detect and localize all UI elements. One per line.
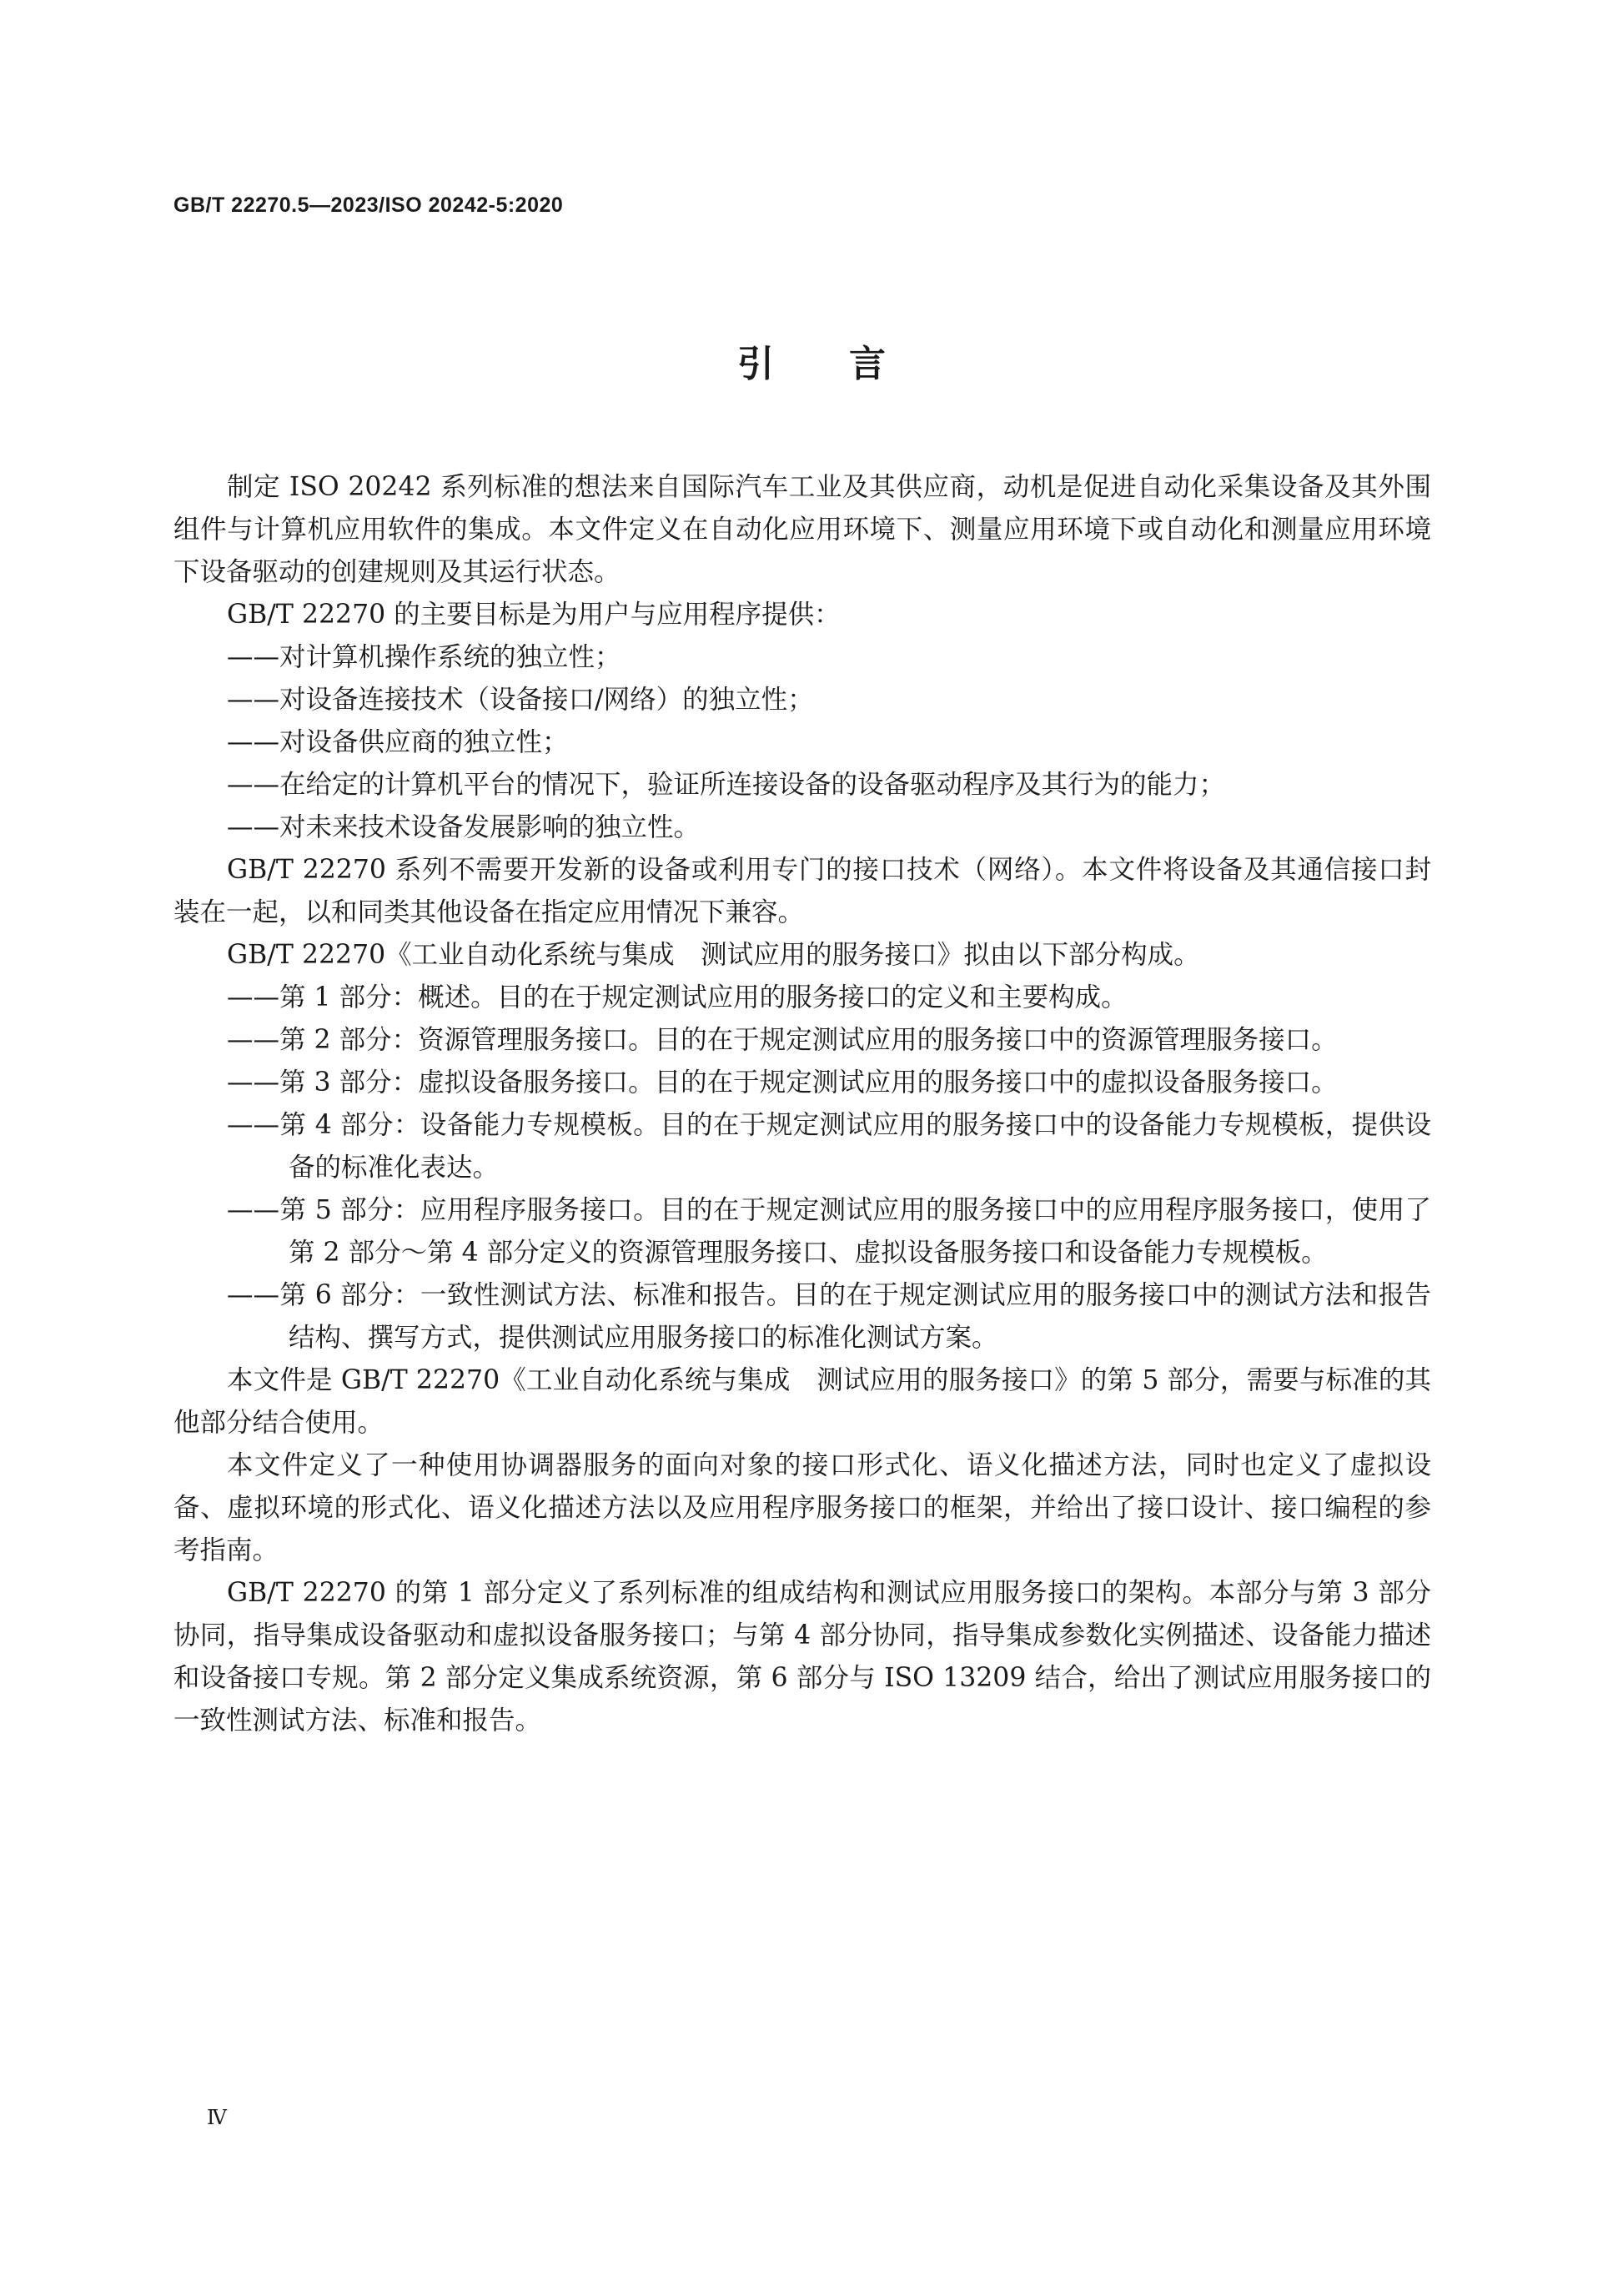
list-item: ——第 1 部分：概述。目的在于规定测试应用的服务接口的定义和主要构成。	[227, 982, 1128, 1012]
list-item: ——对设备供应商的独立性；	[227, 727, 569, 757]
page-number: Ⅳ	[207, 2106, 227, 2129]
paragraph: 本文件定义了一种使用协调器服务的面向对象的接口形式化、语义化描述方法，同时也定义了虚拟设备、虚拟环境的形式化、语义化描述方法以及应用程序服务接口的框架，并给出了接口设计、接口编程的参考指南。	[173, 1450, 1431, 1565]
page-title: 引言	[737, 343, 961, 385]
paragraph: GB/T 22270 的主要目标是为用户与应用程序提供：	[227, 600, 841, 630]
list-item: ——第 2 部分：资源管理服务接口。目的在于规定测试应用的服务接口中的资源管理服务接口。	[227, 1025, 1338, 1055]
list-item: ——第 4 部分：设备能力专规模板。目的在于规定测试应用的服务接口中的设备能力专规模板，提供设备的标准化表达。	[227, 1110, 1431, 1183]
list-item: ——在给定的计算机平台的情况下，验证所连接设备的设备驱动程序及其行为的能力；	[227, 770, 1226, 800]
paragraph: GB/T 22270 系列不需要开发新的设备或利用专门的接口技术（网络）。本文件将设备及其通信接口封装在一起，以和同类其他设备在指定应用情况下兼容。	[173, 855, 1431, 927]
paragraph: 本文件是 GB/T 22270《工业自动化系统与集成 测试应用的服务接口》的第 5 部分，需要与标准的其他部分结合使用。	[173, 1365, 1431, 1438]
introduction-body	[173, 466, 1431, 1742]
list-item: ——第 6 部分：一致性测试方法、标准和报告。目的在于规定测试应用的服务接口中的测试方法和报告结构、撰写方式，提供测试应用服务接口的标准化测试方案。	[227, 1280, 1431, 1353]
list-item: ——第 5 部分：应用程序服务接口。目的在于规定测试应用的服务接口中的应用程序服务接口，使用了第 2 部分～第 4 部分定义的资源管理服务接口、虚拟设备服务接口和设备能力专规模板。	[227, 1195, 1431, 1268]
list-item: ——第 3 部分：虚拟设备服务接口。目的在于规定测试应用的服务接口中的虚拟设备服务接口。	[227, 1068, 1338, 1098]
paragraph: 制定 ISO 20242 系列标准的想法来自国际汽车工业及其供应商，动机是促进自动化采集设备及其外围组件与计算机应用软件的集成。本文件定义在自动化应用环境下、测量应用环境下或自动化和测量应用环境下设备驱动的创建规则及其运行状态。	[173, 472, 1431, 587]
list-item: ——对计算机操作系统的独立性；	[227, 642, 621, 672]
paragraph: GB/T 22270《工业自动化系统与集成 测试应用的服务接口》拟由以下部分构成。	[227, 940, 1200, 970]
standard-code-header: GB/T 22270.5—2023/ISO 20242-5:2020	[173, 193, 564, 217]
paragraph: GB/T 22270 的第 1 部分定义了系列标准的组成结构和测试应用服务接口的架构。本部分与第 3 部分协同，指导集成设备驱动和虚拟设备服务接口；与第 4 部分协同，指导集成参数化实例描述、设备能力描述和设备接口专规。第 2 部分定义集成系统资源，第 6 部分与 ISO 13209 结合，给出了测试应用服务接口的一致性测试方法、标准和报告。	[173, 1578, 1431, 1736]
list-item: ——对设备连接技术（设备接口/网络）的独立性；	[227, 685, 814, 715]
list-item: ——对未来技术设备发展影响的独立性。	[227, 812, 701, 842]
